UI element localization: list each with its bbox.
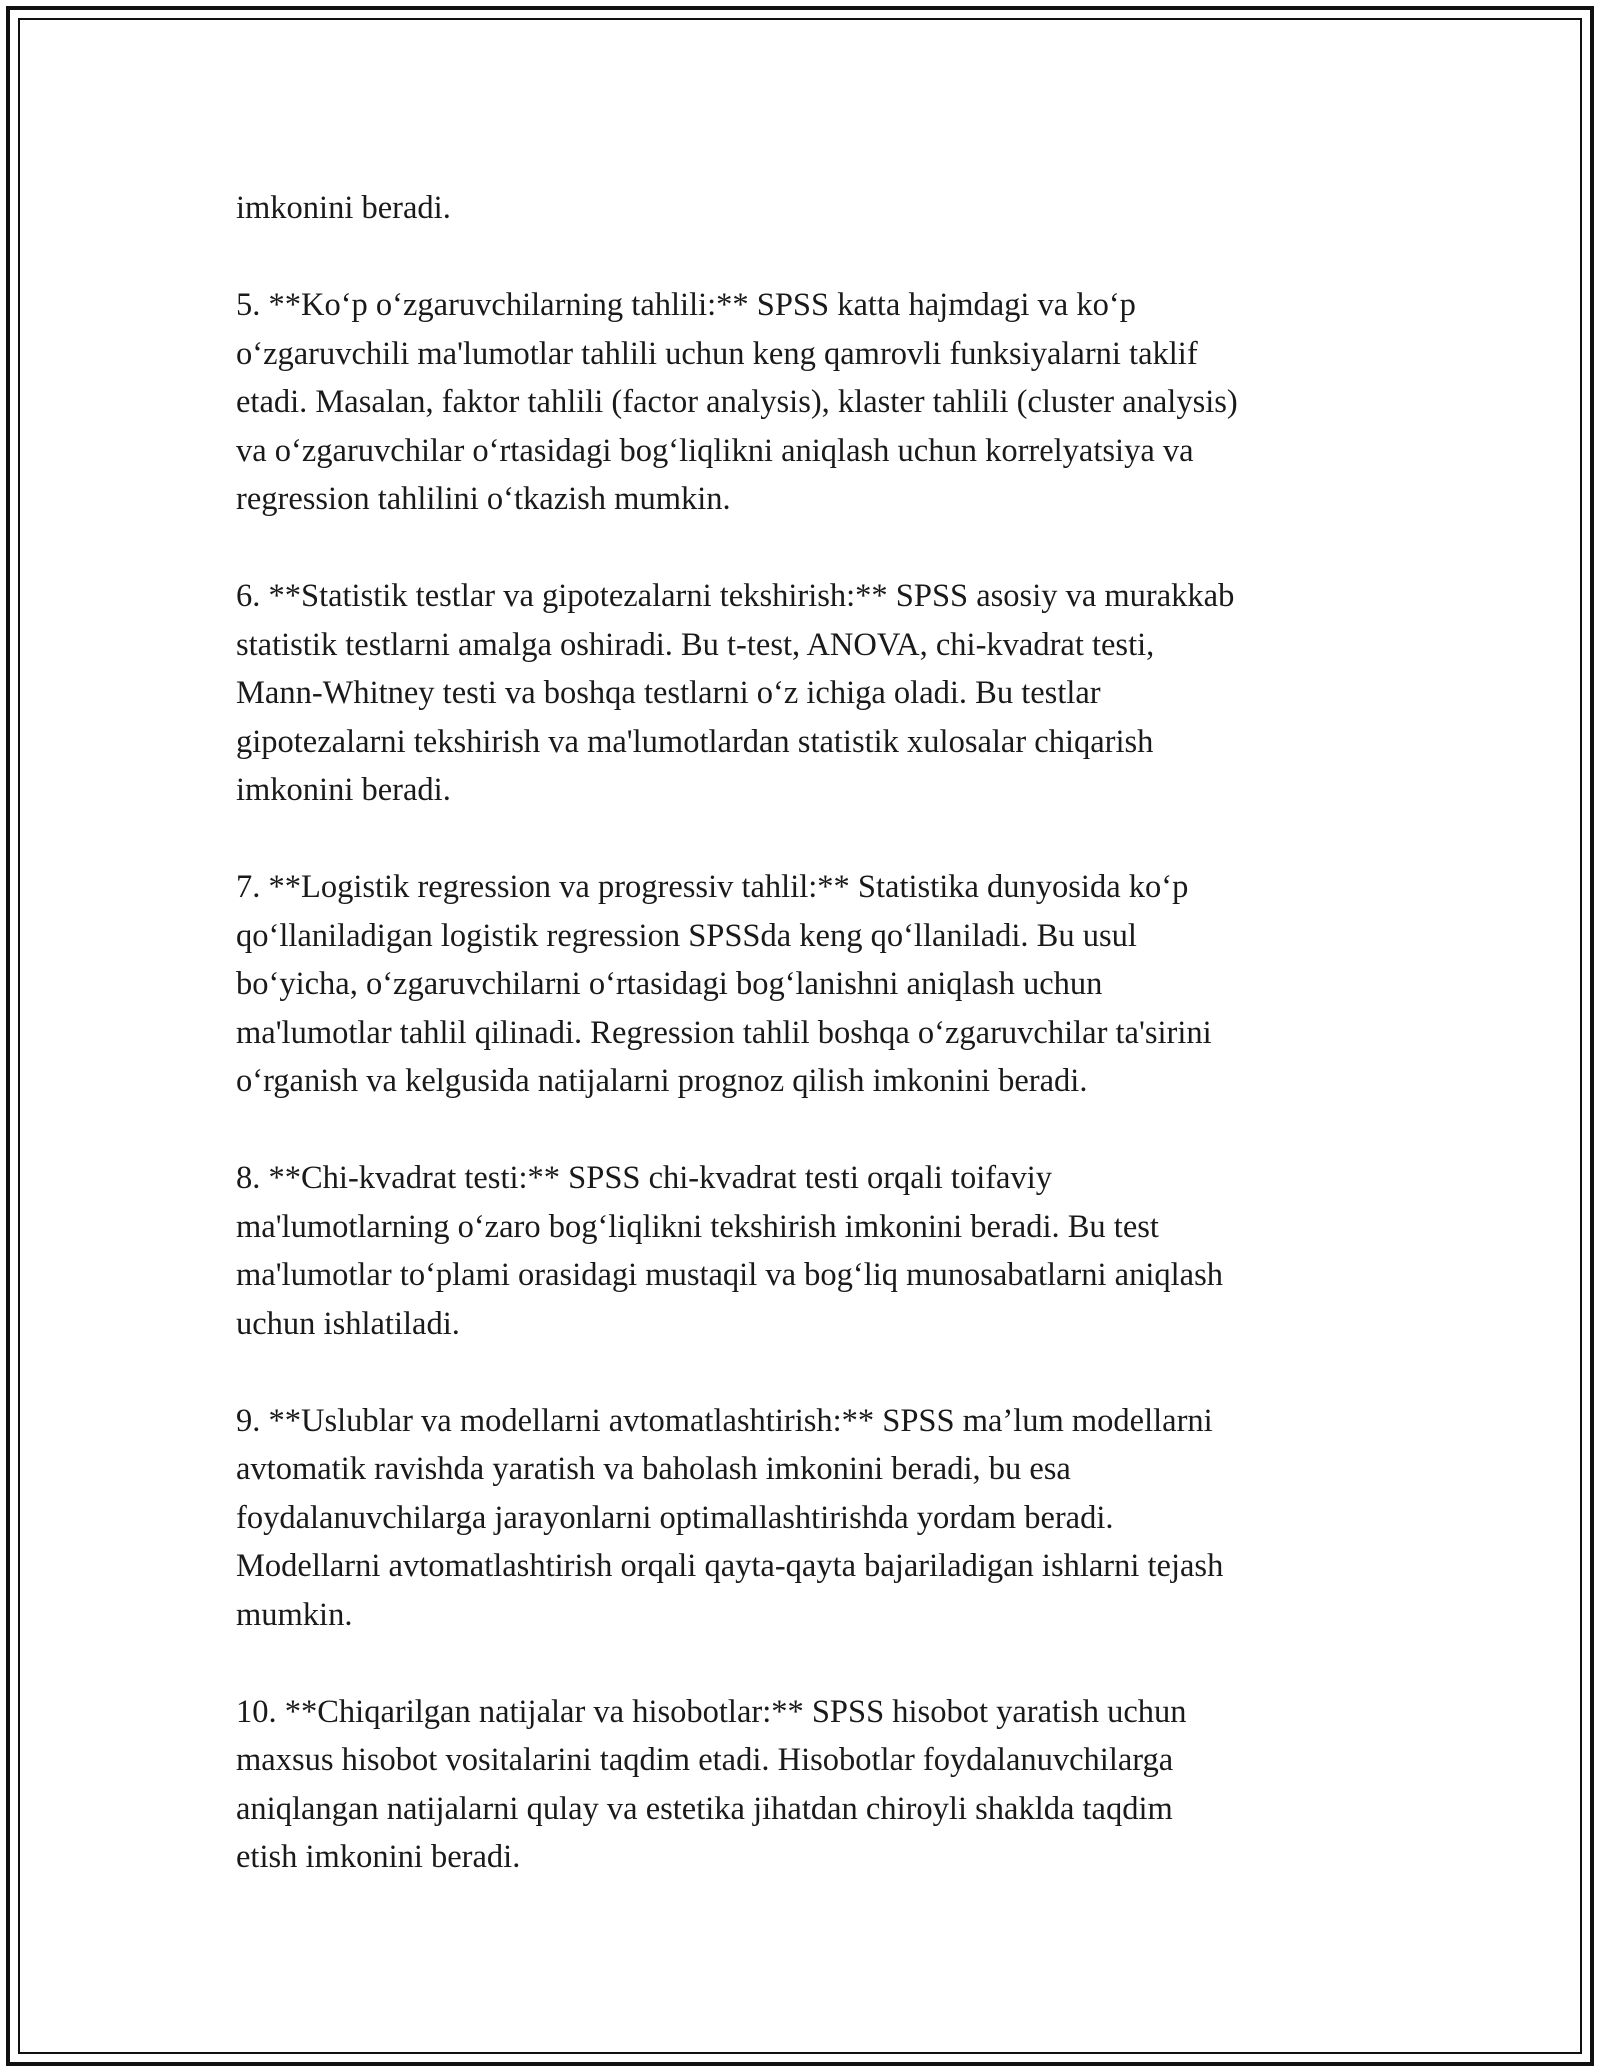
text-line: ma'lumotlar tahlil qilinadi. Regression tahlil boshqa o‘zgaruvchilar ta'sirini — [236, 1014, 1212, 1051]
text-line: 5. **Ko‘p o‘zgaruvchilarning tahlili:** SPSS katta hajmdagi va ko‘p — [236, 287, 1136, 323]
text-line: statistik testlarni amalga oshiradi. Bu t-test, ANOVA, chi-kvadrat testi, — [236, 626, 1155, 663]
text-line: o‘zgaruvchili ma'lumotlar tahlili uchun keng qamrovli funksiyalarni taklif — [236, 335, 1198, 372]
text-line: 6. **Statistik testlar va gipotezalarni tekshirish:** SPSS asosiy va murakkab — [236, 578, 1235, 614]
text-line: 10. **Chiqarilgan natijalar va hisobotlar:** SPSS hisobot yaratish uchun — [236, 1693, 1187, 1730]
text-line: avtomatik ravishda yaratish va baholash imkonini beradi, bu esa — [236, 1451, 1071, 1487]
paragraph-item-7 — [236, 863, 1386, 1106]
text-line: mumkin. — [236, 1596, 353, 1633]
paragraph-item-8 — [236, 1154, 1386, 1348]
text-line: o‘rganish va kelgusida natijalarni prognoz qilish imkonini beradi. — [236, 1063, 1088, 1099]
text-line: aniqlangan natijalarni qulay va estetika jihatdan chiroyli shaklda taqdim — [236, 1790, 1173, 1827]
text-line: Modellarni avtomatlashtirish orqali qayta-qayta bajariladigan ishlarni tejash — [236, 1548, 1224, 1584]
text-line: imkonini beradi. — [236, 190, 451, 226]
text-line: uchun ishlatiladi. — [236, 1305, 460, 1342]
text-line: qo‘llaniladigan logistik regression SPSSda keng qo‘llaniladi. Bu usul — [236, 917, 1137, 954]
text-line: 9. **Uslublar va modellarni avtomatlashtirish:** SPSS ma’lum modellarni — [236, 1402, 1213, 1439]
paragraph-item-5 — [236, 281, 1386, 524]
document-body — [236, 184, 1386, 1930]
text-line: foydalanuvchilarga jarayonlarni optimallashtirishda yordam beradi. — [236, 1499, 1114, 1536]
text-line: maxsus hisobot vositalarini taqdim etadi. Hisobotlar foydalanuvchilarga — [236, 1742, 1174, 1778]
text-line: bo‘yicha, o‘zgaruvchilarni o‘rtasidagi bog‘lanishni aniqlash uchun — [236, 966, 1103, 1002]
text-line: va o‘zgaruvchilar o‘rtasidagi bog‘liqlikni aniqlash uchun korrelyatsiya va — [236, 432, 1194, 469]
paragraph-item-10 — [236, 1688, 1386, 1882]
text-line: imkonini beradi. — [236, 772, 451, 808]
paragraph-continuation — [236, 184, 1386, 233]
paragraph-item-9 — [236, 1397, 1386, 1640]
text-line: ma'lumotlarning o‘zaro bog‘liqlikni tekshirish imkonini beradi. Bu test — [236, 1208, 1159, 1245]
paragraph-item-6 — [236, 572, 1386, 815]
text-line: regression tahlilini o‘tkazish mumkin. — [236, 481, 731, 517]
text-line: etadi. Masalan, faktor tahlili (factor analysis), klaster tahlili (cluster analysis) — [236, 384, 1238, 420]
text-line: 7. **Logistik regression va progressiv tahlil:** Statistika dunyosida ko‘p — [236, 869, 1189, 905]
text-line: Mann-Whitney testi va boshqa testlarni o‘z ichiga oladi. Bu testlar — [236, 675, 1101, 711]
text-line: gipotezalarni tekshirish va ma'lumotlardan statistik xulosalar chiqarish — [236, 723, 1154, 760]
text-line: 8. **Chi-kvadrat testi:** SPSS chi-kvadrat testi orqali toifaviy — [236, 1160, 1053, 1196]
text-line: ma'lumotlar to‘plami orasidagi mustaqil va bog‘liq munosabatlarni aniqlash — [236, 1257, 1223, 1293]
text-line: etish imkonini beradi. — [236, 1839, 521, 1875]
